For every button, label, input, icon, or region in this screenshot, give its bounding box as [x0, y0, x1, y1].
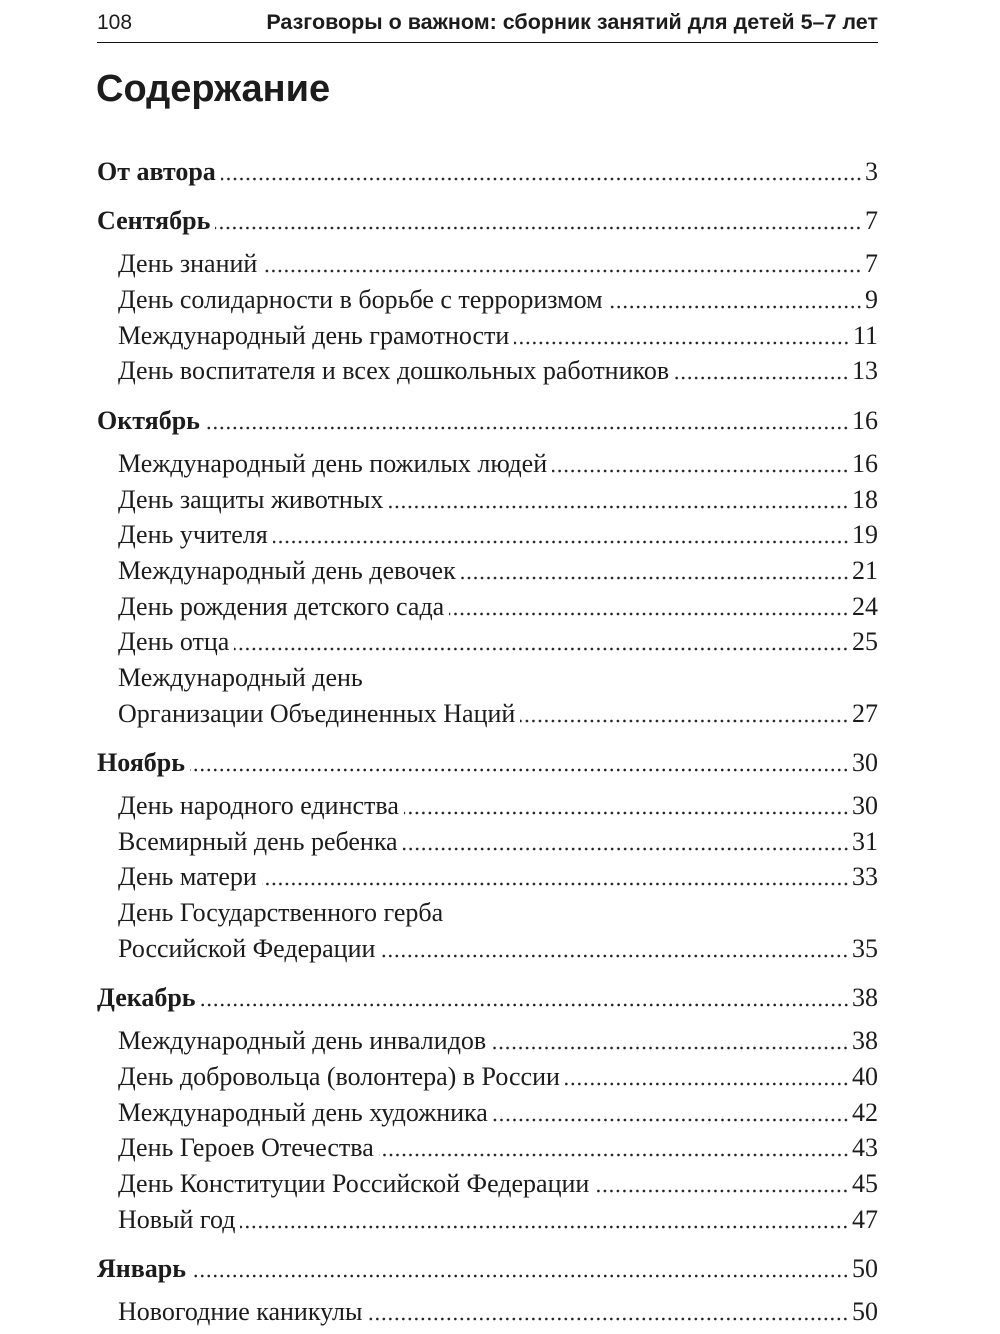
page-folio: 108 [97, 11, 133, 34]
dot-leader [552, 446, 849, 482]
entry-title: Всемирный день ребенка [118, 826, 398, 856]
page-number: 33 [852, 862, 878, 892]
entry-title: Международный день инвалидов [118, 1026, 487, 1056]
entry-title: Международный день художника [118, 1097, 488, 1127]
toc-entry [97, 282, 878, 318]
toc-entry [97, 1202, 878, 1238]
page-number: 38 [852, 982, 878, 1012]
page-number: 27 [852, 698, 878, 728]
dot-leader [191, 1251, 849, 1287]
toc-entry [97, 1166, 878, 1202]
entry-title: День знаний [118, 249, 258, 279]
dot-leader [380, 931, 849, 967]
page-number: 50 [852, 1253, 878, 1283]
page-number: 13 [852, 356, 878, 386]
section-title: Сентябрь [97, 206, 211, 236]
dot-leader [388, 482, 849, 518]
running-title: Разговоры о важном: сборник занятий для детей 5–7 лет [266, 10, 878, 34]
entry-title: День воспитателя и всех дошкольных работников [118, 356, 670, 386]
dot-leader [190, 745, 849, 781]
toc-section-december [97, 980, 878, 1237]
toc-entry [97, 482, 878, 518]
page-number: 9 [865, 285, 878, 315]
toc-entry [97, 788, 878, 824]
toc-entry [97, 1023, 878, 1059]
dot-leader [493, 1095, 849, 1131]
entry-title: Международный день девочек [118, 555, 456, 585]
page-number: 25 [852, 627, 878, 657]
entry-title: Международный день пожилых людей [118, 448, 548, 478]
toc-section-heading [97, 1251, 878, 1287]
entry-title-line: Организации Объединенных Наций [118, 698, 516, 728]
dot-leader [404, 788, 849, 824]
running-head [97, 10, 878, 34]
dot-leader [449, 589, 849, 625]
page-number: 7 [865, 206, 878, 236]
toc-section-heading [97, 403, 878, 439]
toc-entry [97, 517, 878, 553]
dot-leader [215, 203, 862, 239]
dot-leader [379, 1130, 849, 1166]
entry-title: День добровольца (волонтера) в России [118, 1061, 560, 1091]
page-number: 16 [852, 448, 878, 478]
entry-title: День народного единства [118, 791, 399, 820]
toc-entry [97, 824, 878, 860]
entry-title-line: Российской Федерации [118, 933, 376, 963]
toc-section-heading [97, 203, 878, 239]
section-title: Декабрь [97, 982, 196, 1012]
dot-leader [565, 1059, 849, 1095]
toc-entry [97, 1095, 878, 1131]
dot-leader [403, 824, 849, 860]
toc-entry [97, 624, 878, 660]
toc-entry [97, 1294, 878, 1330]
toc-entry [97, 353, 878, 389]
entry-title: День матери [118, 862, 257, 892]
toc-section-january [97, 1251, 878, 1330]
entry-title: День Конституции Российской Федерации [118, 1168, 590, 1198]
section-title: Октябрь [97, 405, 200, 435]
toc-section-november [97, 745, 878, 967]
dot-leader [205, 403, 849, 439]
entry-title: Международный день грамотности [118, 320, 510, 350]
toc-entry [97, 1130, 878, 1166]
dot-leader [262, 246, 862, 282]
table-of-contents [97, 154, 878, 1330]
toc-entry [97, 931, 878, 967]
dot-leader [520, 696, 849, 732]
toc-section-october [97, 403, 878, 732]
dot-leader [234, 624, 849, 660]
page-number: 50 [852, 1296, 878, 1326]
page-number: 24 [852, 591, 878, 621]
page-number: 19 [852, 520, 878, 550]
page-number: 16 [852, 405, 878, 435]
toc-entry [97, 696, 878, 732]
dot-leader [491, 1023, 849, 1059]
toc-entry [97, 246, 878, 282]
page-number: 45 [852, 1168, 878, 1198]
dot-leader [221, 154, 862, 190]
toc-section-september [97, 203, 878, 389]
page-number: 40 [852, 1061, 878, 1091]
dot-leader [461, 553, 849, 589]
section-title: Январь [97, 1253, 187, 1283]
toc-section-heading [97, 980, 878, 1016]
dot-leader [608, 282, 862, 318]
entry-title: Новогодние каникулы [118, 1296, 363, 1326]
toc-entry [97, 589, 878, 625]
entry-title-line: Международный день [118, 662, 363, 692]
dot-leader [240, 1202, 849, 1238]
entry-title: День Героев Отечества [118, 1133, 374, 1163]
entry-title-line: День Государственного герба [118, 898, 444, 928]
page-number: 21 [852, 555, 878, 585]
dot-leader [262, 859, 849, 895]
page-number: 38 [852, 1026, 878, 1056]
page-title: Содержание [96, 68, 331, 110]
toc-section-heading [97, 154, 878, 190]
toc-entry [97, 1059, 878, 1095]
dot-leader [674, 353, 849, 389]
toc-entry [97, 318, 878, 354]
toc-entry [97, 859, 878, 895]
entry-title: День учителя [118, 520, 268, 550]
page-number: 7 [865, 249, 878, 279]
page-number: 47 [852, 1204, 878, 1234]
page-number: 43 [852, 1133, 878, 1163]
entry-title: День отца [118, 627, 230, 657]
page-number: 31 [852, 826, 878, 856]
entry-title: День защиты животных [118, 484, 384, 514]
page-number: 30 [852, 747, 878, 777]
dot-leader [273, 517, 849, 553]
page-number: 11 [852, 320, 878, 350]
dot-leader [201, 980, 849, 1016]
toc-entry [97, 553, 878, 589]
dot-leader [594, 1166, 849, 1202]
page-number: 18 [852, 484, 878, 514]
dot-leader [367, 1294, 849, 1330]
toc-entry-line [97, 660, 878, 696]
toc-section-foreword [97, 154, 878, 190]
toc-entry-line [97, 895, 878, 931]
section-title: От автора [97, 157, 216, 186]
toc-section-heading [97, 745, 878, 781]
page-number: 35 [852, 933, 878, 963]
page-number: 42 [852, 1097, 878, 1127]
section-title: Ноябрь [97, 747, 186, 777]
entry-title: Новый год [118, 1204, 236, 1234]
header-rule [97, 42, 878, 44]
dot-leader [514, 318, 850, 354]
page-number: 3 [865, 157, 878, 186]
entry-title: День солидарности в борьбе с терроризмом [118, 285, 603, 315]
page-number: 30 [852, 791, 878, 820]
toc-entry [97, 446, 878, 482]
entry-title: День рождения детского сада [118, 591, 445, 621]
